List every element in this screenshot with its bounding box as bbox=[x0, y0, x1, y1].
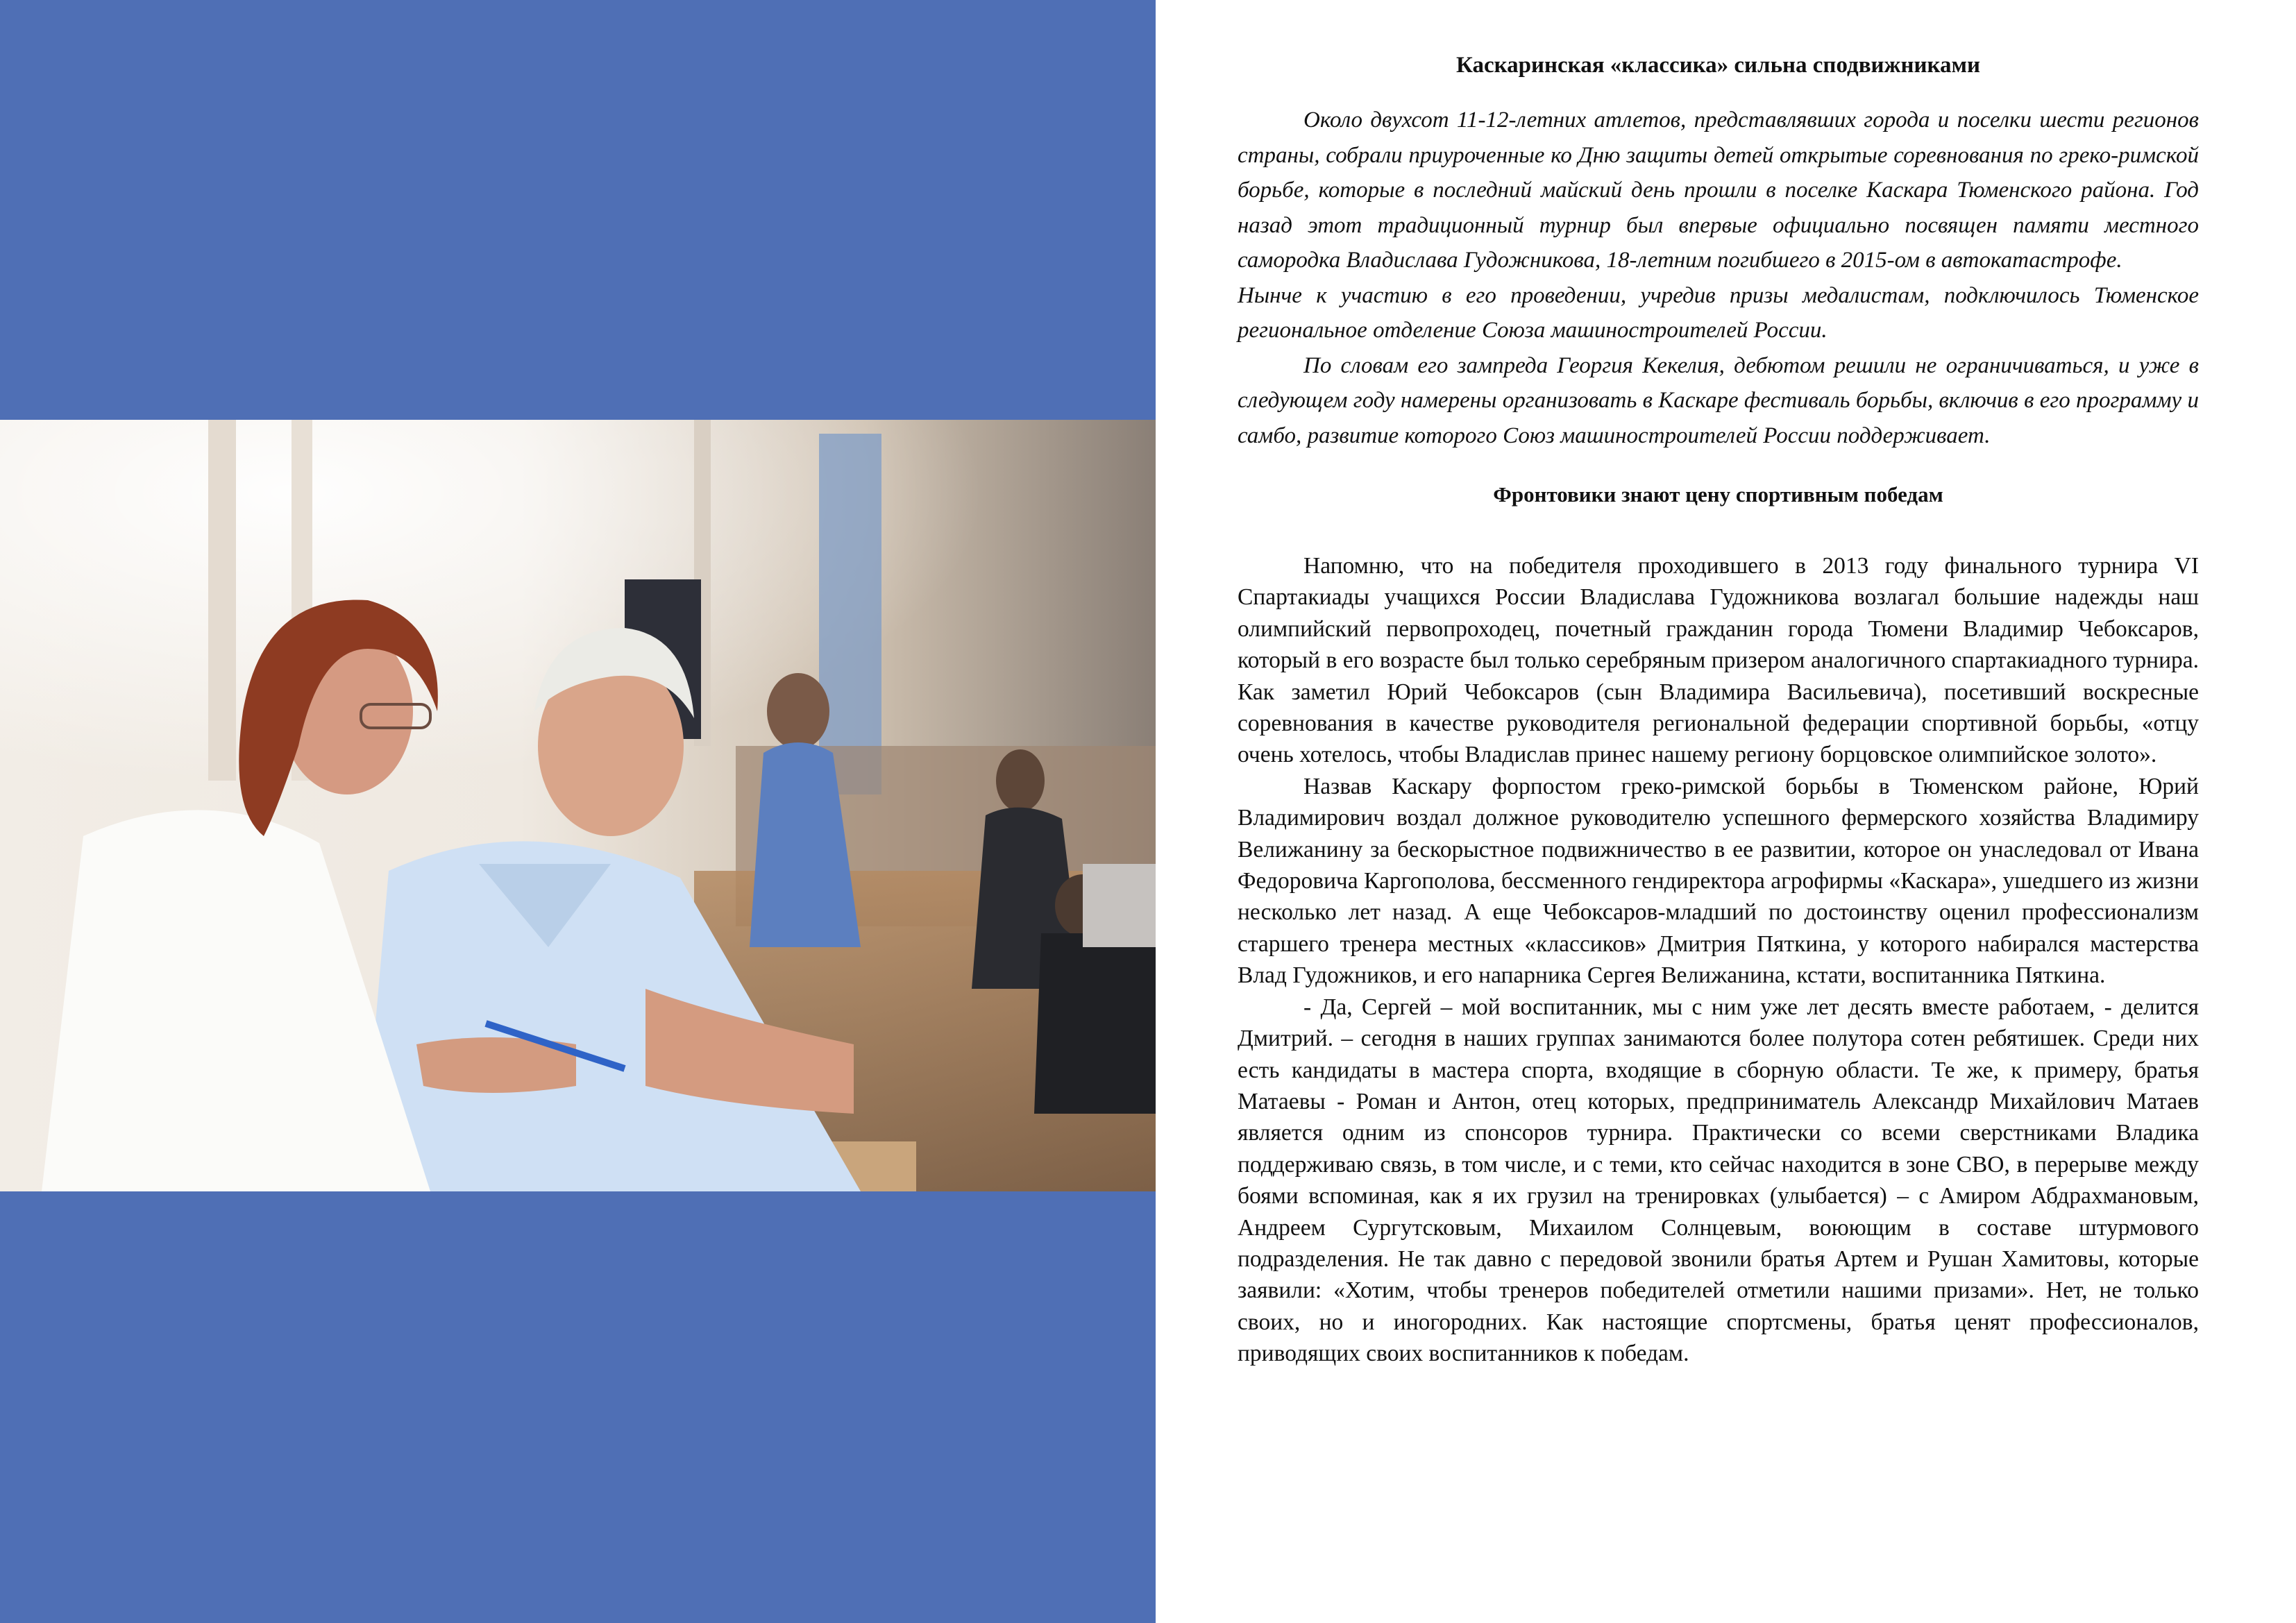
lead-paragraph: По словам его зампреда Георгия Кекелия, дебютом решили не ограничиваться, и уже в следующем году намерены организовать в Каскаре фестиваль борьбы, включив в его программу и самбо, развитие которого Союз машиностроителей России поддерживает. bbox=[1238, 352, 2199, 448]
photo-illustration bbox=[0, 420, 1156, 1191]
lead-paragraph: Около двухсот 11-12-летних атлетов, представлявших города и поселки шести регионов страны, собрали приуроченные ко Дню защиты детей открытые соревнования по греко-римской борьбе, которые в последний майский день прошли в поселке Каскара Тюменского района. Год назад этот традиционный турнир был впервые официально посвящен памяти местного самородка Владислава Гудожникова, 18-летним погибшего в 2015-ом в автокатастрофе. bbox=[1238, 108, 2199, 273]
lead-paragraph: Нынче к участию в его проведении, учредив призы медалистам, подключилось Тюменское региональное отделение Союза машиностроителей России. bbox=[1238, 282, 2199, 343]
article-photo bbox=[0, 420, 1156, 1191]
section-subheading: Фронтовики знают цену спортивным победам bbox=[1493, 482, 1943, 507]
article-body bbox=[1238, 550, 2199, 1370]
body-paragraph: Напомню, что на победителя проходившего в 2013 году финального турнира VI Спартакиады учащихся России Владислава Гудожникова возлагал большие надежды наш олимпийский первопроходец, почетный гражданин города Тюмени Владимир Чебоксаров, который в его возрасте был только серебряным призером аналогичного спартакиадного турнира. Как заметил Юрий Чебоксаров (сын Владимира Васильевича), посетивший воскресные соревнования в качестве руководителя региональной федерации спортивной борьбы, «отцу очень хотелось, чтобы Владислав принес нашему региону борцовское олимпийское золото». bbox=[1238, 553, 2199, 768]
body-paragraph: - Да, Сергей – мой воспитанник, мы с ним уже лет десять вместе работаем, - делится Дмитрий. – сегодня в наших группах занимаются более полутора сотен ребятишек. Среди них есть кандидаты в мастера спорта, входящие в сборную области. Те же, к примеру, братья Матаевы - Роман и Антон, отец которых, предприниматель Александр Михайлович Матаев является одним из спонсоров турнира. Практически со всеми сверстниками Владика поддерживаю связь, в том числе, и с теми, кто сейчас находится в зоне СВО, в перерыве между боями вспоминая, как я их грузил на тренировках (улыбается) – с Амиром Абдрахмановым, Андреем Сургутсковым, Михаилом Солнцевым, воюющим в составе штурмового подразделения. Не так давно с передовой звонили братья Артем и Рушан Хамитовы, которые заявили: «Хотим, чтобы тренеров победителей отметили нашими призами». Нет, не только своих, но и иногородних. Как настоящие спортсмены, братья ценят профессионалов, приводящих своих воспитанников к победам. bbox=[1238, 994, 2199, 1367]
article-headline: Каскаринская «классика» сильна сподвижниками bbox=[1456, 53, 1980, 78]
article-lead bbox=[1238, 103, 2199, 453]
article bbox=[1238, 49, 2199, 1370]
body-paragraph: Назвав Каскару форпостом греко-римской борьбы в Тюменском районе, Юрий Владимирович воздал должное руководителю успешного фермерского хозяйства Владимиру Велижанину за бескорыстное подвижничество в ее развитии, которое он унаследовал от Ивана Федоровича Каргополова, бессменного гендиректора агрофирмы «Каскара», ушедшего из жизни несколько лет назад. А еще Чебоксаров-младший по достоинству оценил профессионализм старшего тренера местных «классиков» Дмитрия Пяткина, у которого набирался мастерства Влад Гудожников, и его напарника Сергея Велижанина, кстати, воспитанника Пяткина. bbox=[1238, 773, 2199, 989]
